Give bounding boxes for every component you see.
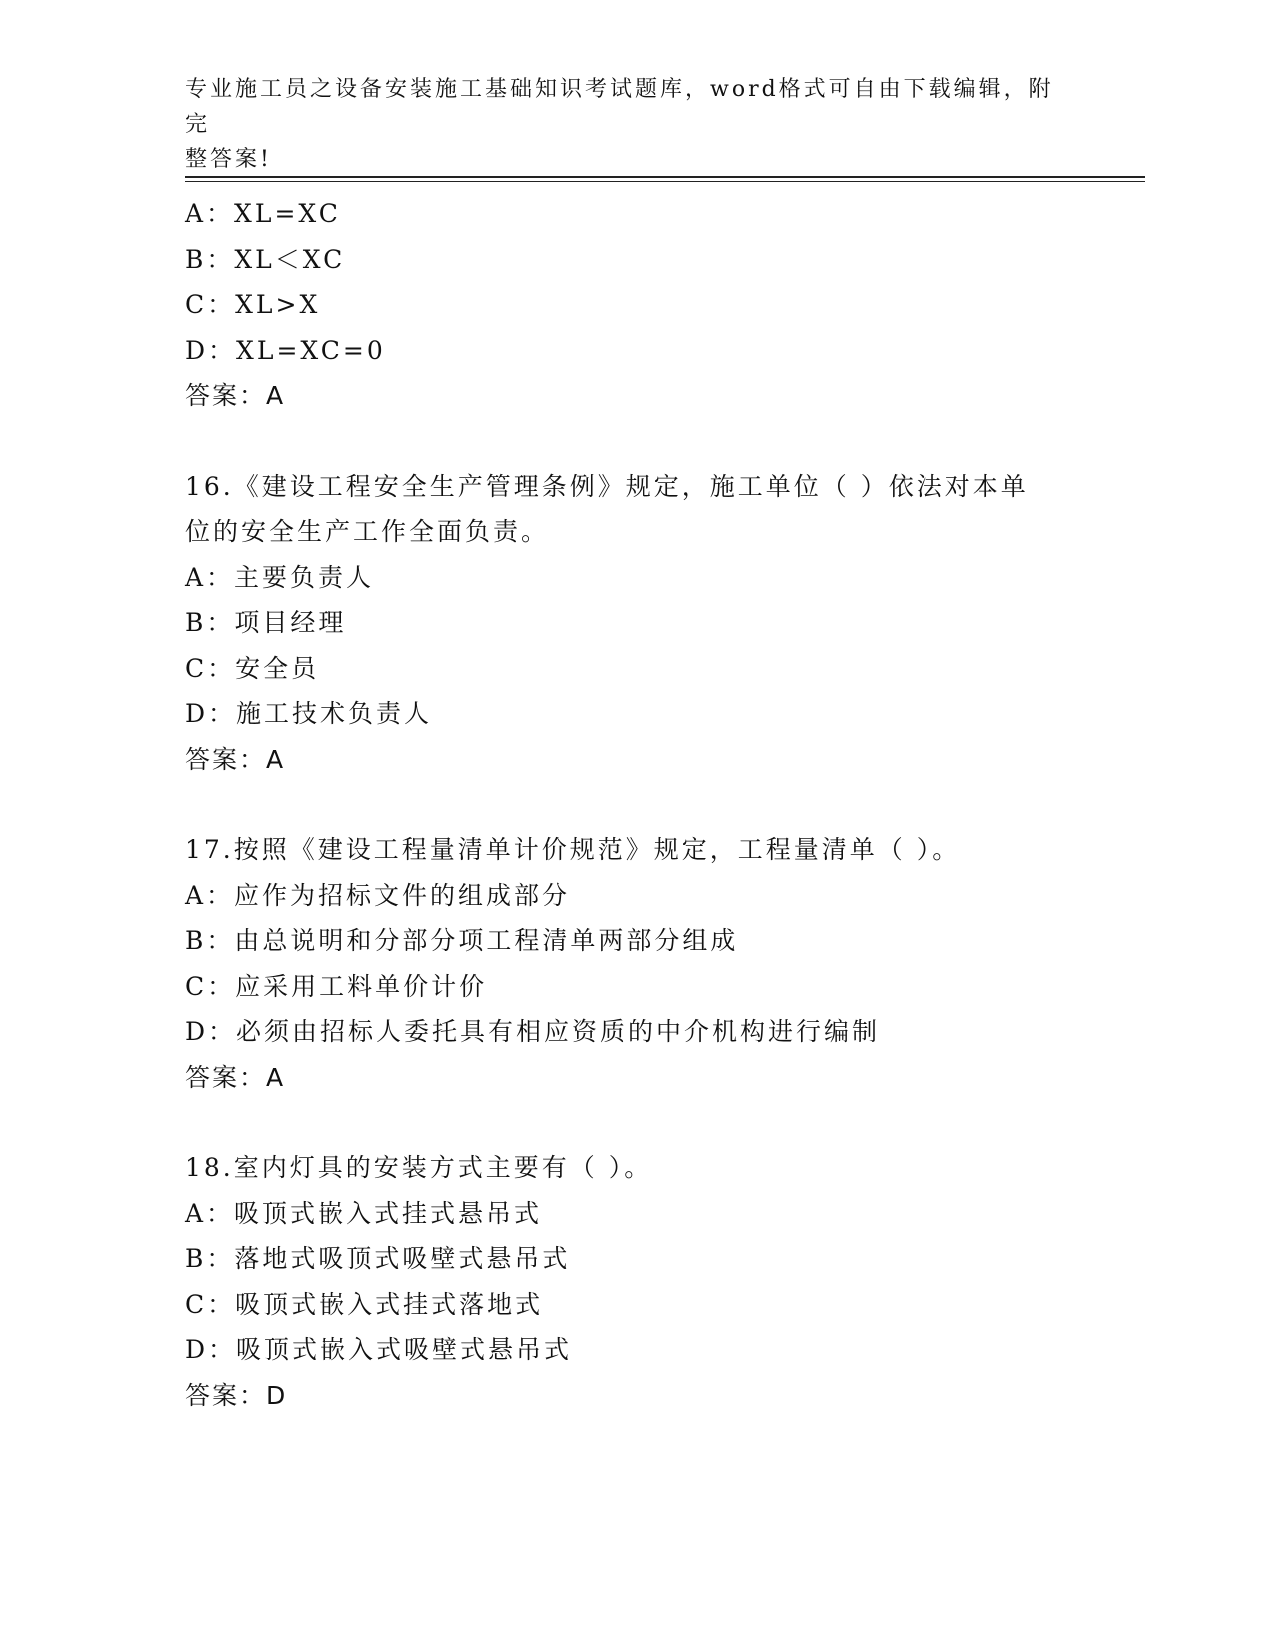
option-d: D：XL=XC=0 [185,335,386,365]
option-c: C：安全员 [185,653,320,683]
option-d: D：施工技术负责人 [185,699,433,728]
spacer [185,1100,1065,1145]
question-17 [185,827,1065,1100]
option-b: B：由总说明和分部分项工程清单两部分组成 [185,926,739,955]
spacer [185,419,1065,464]
question-stem: 17.按照《建设工程量清单计价规范》规定，工程量清单（ ）。 [185,835,961,864]
question-18 [185,1145,1065,1418]
option-d: D：吸顶式嵌入式吸壁式悬吊式 [185,1335,573,1364]
answer: 答案：A [185,381,286,410]
question-stem-continued: 位的安全生产工作全面负责。 [185,517,550,546]
option-d: D：必须由招标人委托具有相应资质的中介机构进行编制 [185,1017,881,1046]
question-15 [185,191,1065,419]
option-b: B：XL＜XC [185,244,346,274]
question-stem: 16.《建设工程安全生产管理条例》规定，施工单位（ ）依法对本单 [185,471,1029,501]
answer: 答案：D [185,1380,288,1410]
spacer [185,782,1065,827]
option-b: B：项目经理 [185,608,347,637]
option-c: C：应采用工料单价计价 [185,971,488,1001]
answer: 答案：A [185,1062,286,1092]
header-divider-thin [185,181,1145,182]
page-header [185,72,1065,177]
option-a: A：应作为招标文件的组成部分 [185,880,571,910]
option-c: C：XL>X [185,290,321,319]
header-divider-thick [185,176,1145,178]
option-c: C：吸顶式嵌入式挂式落地式 [185,1289,544,1319]
header-title-line-1: 专业施工员之设备安装施工基础知识考试题库，word格式可自由下载编辑，附完 [185,77,1054,137]
answer: 答案：A [185,744,286,774]
question-list [185,191,1065,1418]
option-a: A：主要负责人 [185,562,375,592]
option-a: A：XL=XC [185,199,341,228]
option-b: B：落地式吸顶式吸壁式悬吊式 [185,1244,571,1273]
question-16 [185,464,1065,783]
question-stem: 18.室内灯具的安装方式主要有（ ）。 [185,1153,653,1182]
option-a: A：吸顶式嵌入式挂式悬吊式 [185,1198,543,1228]
header-title-line-2: 整答案! [185,147,272,172]
